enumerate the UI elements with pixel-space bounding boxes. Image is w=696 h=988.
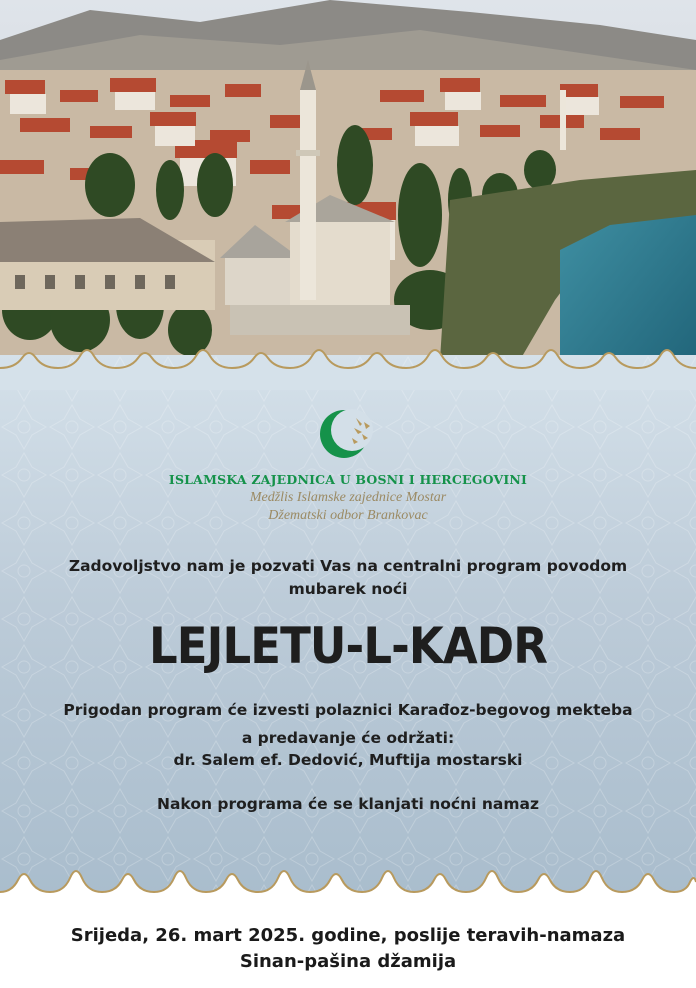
council-name: Medžlis Islamske zajednice Mostar (249, 490, 447, 505)
bottom-ornamental-border (0, 852, 696, 916)
event-title: LEJLETU-L-KADR (149, 617, 547, 675)
invitation-line-1: Zadovoljstvo nam je pozvati Vas na centralni program povodom (68, 557, 628, 575)
lecturer-line: dr. Salem ef. Dedović, Muftija mostarski (173, 751, 523, 769)
program-line-2: a predavanje će održati: (241, 729, 455, 747)
event-date-line: Srijeda, 26. mart 2025. godine, poslije teravih-namaza (70, 925, 626, 946)
program-line-1: Prigodan program će izvesti polaznici Karađoz-begovog mekteba (63, 701, 633, 719)
islamic-community-logo (318, 404, 380, 466)
organization-name: ISLAMSKA ZAJEDNICA U BOSNI I HERCEGOVINI (168, 472, 528, 487)
top-ornamental-border (0, 330, 696, 390)
invitation-line-2: mubarek noći (288, 580, 408, 598)
committee-name: Džematski odbor Brankovac (268, 508, 428, 523)
prayer-note: Nakon programa će se klanjati noćni namaz (157, 795, 539, 813)
event-location: Sinan-pašina džamija (239, 951, 457, 972)
